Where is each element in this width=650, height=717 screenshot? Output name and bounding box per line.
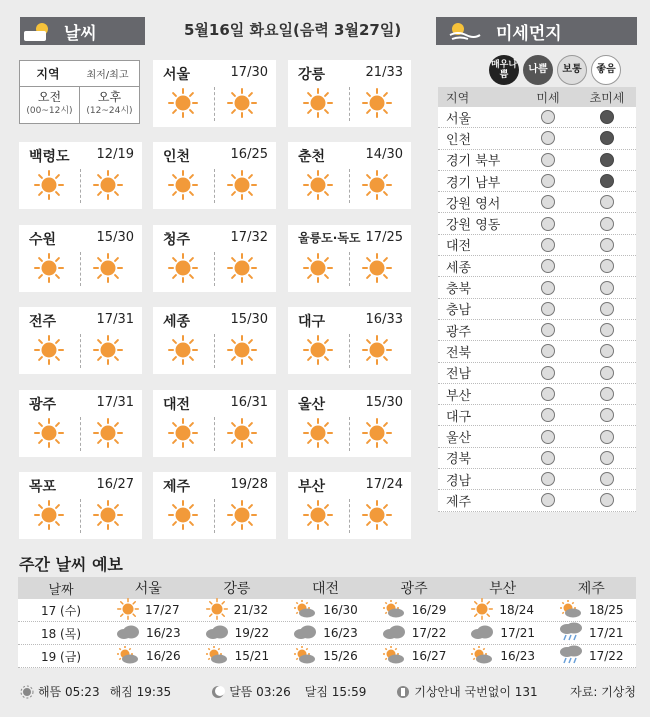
weekly-cell	[547, 622, 636, 645]
city-name: 울릉도·독도	[298, 231, 361, 245]
legend-region: 지역	[36, 67, 60, 81]
dust-region: 경남	[446, 473, 472, 489]
weekly-temp: 16/23	[323, 626, 358, 640]
sun-icon	[227, 500, 257, 530]
city-card	[19, 142, 142, 209]
legend-good: 좋음	[591, 55, 621, 85]
city-name: 대전	[163, 397, 191, 413]
dust-row	[438, 256, 636, 277]
city-card	[288, 142, 411, 209]
sun-cloud-icon	[382, 646, 406, 667]
city-name: 청주	[163, 232, 191, 248]
dust-row	[438, 107, 636, 128]
sun-cloud-icon	[293, 646, 317, 667]
dust-row	[438, 213, 636, 234]
weekly-cell	[458, 598, 547, 623]
dust-table-header: 지역 미세 초미세	[438, 87, 636, 107]
sun-icon	[303, 500, 333, 530]
city-card	[153, 472, 276, 539]
dust-row	[438, 363, 636, 384]
dust-row	[438, 426, 636, 447]
weekly-cell	[193, 598, 282, 623]
pm25-dot	[600, 493, 614, 507]
weekly-temp: 18/25	[588, 603, 624, 617]
sun-cloud-icon	[116, 646, 140, 667]
sun-icon	[227, 88, 257, 118]
dust-region: 인천	[446, 132, 472, 148]
pm25-dot	[600, 281, 614, 295]
weekly-temp: 21/32	[233, 603, 269, 617]
sun-icon	[34, 500, 64, 530]
pm25-dot	[600, 344, 614, 358]
pm25-dot	[600, 366, 614, 380]
dust-row	[438, 469, 636, 490]
weekly-cell	[281, 646, 370, 667]
pm25-dot	[600, 259, 614, 273]
sun-icon	[93, 335, 123, 365]
legend-pm: 오후 (12~24시)	[86, 90, 133, 116]
city-name: 울산	[298, 397, 326, 413]
weekly-temp: 19/22	[234, 626, 270, 640]
weather-title: 날씨	[64, 23, 97, 44]
city-temp: 21/33	[365, 65, 403, 80]
city-name: 춘천	[298, 149, 326, 165]
weekly-header: 날짜 서울 강릉 대전 광주 부산 제주	[18, 577, 636, 599]
sun-icon	[303, 88, 333, 118]
cloud-icon	[116, 624, 140, 643]
source-text: 자료: 기상청	[570, 685, 636, 699]
city-name: 강릉	[298, 67, 326, 83]
pm10-dot	[541, 153, 555, 167]
dust-row	[438, 448, 636, 469]
weekly-temp: 17/27	[145, 603, 180, 617]
pm10-dot	[541, 110, 555, 124]
pm25-dot	[600, 430, 614, 444]
moon-times: 달뜸 03:26 달짐 15:59	[211, 683, 366, 700]
sun-icon	[303, 253, 333, 283]
sun-cloud-icon	[20, 19, 56, 43]
weekly-date: 17 (수)	[40, 603, 82, 618]
dust-region: 전북	[446, 345, 472, 361]
city-temp: 19/28	[230, 477, 268, 492]
weekly-table	[18, 577, 636, 668]
pm10-dot	[541, 451, 555, 465]
city-card	[19, 472, 142, 539]
pm10-dot	[541, 472, 555, 486]
weekly-cell	[547, 600, 636, 621]
weekly-temp: 16/23	[500, 649, 535, 663]
dust-region: 경북	[446, 452, 472, 468]
dust-region: 서울	[446, 111, 472, 127]
rain-icon	[559, 645, 583, 668]
pm25-dot	[600, 195, 614, 209]
city-card	[19, 390, 142, 457]
weekly-title: 주간 날씨 예보	[19, 555, 123, 574]
dust-row	[438, 128, 636, 149]
city-card	[288, 472, 411, 539]
sun-icon	[362, 170, 392, 200]
dust-region: 제주	[446, 494, 472, 510]
sun-icon	[93, 418, 123, 448]
sun-icon	[34, 418, 64, 448]
cloud-icon	[382, 624, 406, 643]
sun-icon	[206, 598, 228, 623]
sun-icon	[117, 598, 139, 623]
city-card	[288, 225, 411, 292]
sun-icon	[227, 418, 257, 448]
weekly-cell	[104, 646, 193, 667]
sun-icon	[93, 170, 123, 200]
pm10-dot	[541, 366, 555, 380]
sun-icon	[168, 418, 198, 448]
pm10-dot	[541, 493, 555, 507]
weekly-temp: 16/23	[146, 626, 181, 640]
sun-icon	[168, 253, 198, 283]
city-temp: 17/32	[230, 230, 268, 245]
city-name: 제주	[163, 479, 191, 495]
weekly-temp: 16/29	[411, 603, 447, 617]
sun-times: 해뜸 05:23 해짐 19:35	[20, 683, 171, 700]
weekly-cell	[193, 646, 282, 667]
info-line: 기상안내 국번없이 131	[396, 683, 537, 700]
dust-header	[436, 17, 637, 45]
sun-icon	[93, 500, 123, 530]
dust-row	[438, 235, 636, 256]
dust-row	[438, 299, 636, 320]
sun-icon	[362, 88, 392, 118]
city-temp: 15/30	[365, 395, 403, 410]
city-temp: 17/31	[96, 395, 134, 410]
dust-row	[438, 320, 636, 341]
pm10-dot	[541, 323, 555, 337]
dust-region: 세종	[446, 260, 472, 276]
city-card	[19, 307, 142, 374]
city-card	[153, 142, 276, 209]
legend-am: 오전 (00~12시)	[20, 87, 80, 123]
city-temp: 17/24	[365, 477, 403, 492]
pm10-dot	[541, 302, 555, 316]
dust-region: 울산	[446, 431, 472, 447]
weekly-city: 부산	[489, 581, 517, 597]
city-card	[153, 307, 276, 374]
weekly-cell	[281, 600, 370, 621]
dust-region: 전남	[446, 367, 472, 383]
weekly-cell	[458, 624, 547, 643]
pm10-dot	[541, 195, 555, 209]
sun-icon	[34, 335, 64, 365]
city-name: 세종	[163, 314, 191, 330]
legend-normal: 보통	[557, 55, 587, 85]
city-card	[19, 225, 142, 292]
dust-row	[438, 341, 636, 362]
weekly-date: 18 (목)	[40, 626, 82, 641]
sun-icon	[227, 170, 257, 200]
dust-region: 강원 영서	[446, 196, 501, 212]
city-temp: 12/19	[96, 147, 134, 162]
city-card	[288, 60, 411, 127]
city-name: 수원	[29, 232, 57, 248]
legend-bad: 나쁨	[523, 55, 553, 85]
pm10-dot	[541, 259, 555, 273]
dust-region: 대구	[446, 409, 472, 425]
sun-icon	[34, 170, 64, 200]
sun-icon	[303, 335, 333, 365]
weekly-cell	[370, 624, 459, 643]
weekly-temp: 15/26	[323, 649, 358, 663]
sun-cloud-icon	[382, 600, 406, 621]
dust-region: 충북	[446, 282, 472, 298]
weekly-row	[18, 645, 636, 668]
weekly-city: 서울	[134, 581, 162, 597]
weather-header	[20, 17, 145, 45]
weekly-city: 제주	[577, 581, 605, 597]
pm10-dot	[541, 174, 555, 188]
city-temp: 16/27	[96, 477, 134, 492]
weekly-date: 19 (금)	[40, 649, 82, 664]
sun-icon	[168, 88, 198, 118]
dust-region: 강원 영동	[446, 218, 501, 234]
cloud-icon	[293, 624, 317, 643]
pm25-dot	[600, 451, 614, 465]
sun-cloud-icon	[470, 646, 494, 667]
weekly-row	[18, 599, 636, 622]
dust-icon	[446, 19, 482, 43]
pm25-dot	[600, 472, 614, 486]
pm10-dot	[541, 387, 555, 401]
weekly-city: 강릉	[223, 581, 251, 597]
weekly-temp: 17/21	[588, 626, 624, 640]
pm25-dot	[600, 131, 614, 145]
city-temp: 14/30	[365, 147, 403, 162]
sun-icon	[168, 170, 198, 200]
city-name: 부산	[298, 479, 326, 495]
pm10-dot	[541, 344, 555, 358]
dust-row	[438, 150, 636, 171]
dust-row	[438, 405, 636, 426]
sun-icon	[362, 335, 392, 365]
sun-small-icon	[20, 685, 34, 699]
sun-icon	[303, 418, 333, 448]
dust-table	[438, 87, 636, 512]
dust-row	[438, 192, 636, 213]
city-temp: 16/31	[230, 395, 268, 410]
sun-icon	[168, 335, 198, 365]
city-card	[288, 307, 411, 374]
dust-row	[438, 171, 636, 192]
sun-icon	[168, 500, 198, 530]
weekly-cell	[104, 624, 193, 643]
legend-minmax: 최저/최고	[86, 70, 129, 81]
sun-icon	[362, 418, 392, 448]
weekly-city: 대전	[311, 581, 340, 597]
footer	[20, 683, 636, 700]
dust-row	[438, 384, 636, 405]
weekly-cell	[193, 624, 282, 643]
legend-very-bad: 매우나쁨	[489, 55, 519, 85]
sun-icon	[362, 253, 392, 283]
city-temp: 17/25	[365, 230, 403, 245]
city-name: 대구	[298, 314, 326, 330]
pm25-dot	[600, 387, 614, 401]
sun-icon	[93, 253, 123, 283]
pm10-dot	[541, 430, 555, 444]
city-card	[153, 390, 276, 457]
dust-region: 경기 북부	[446, 154, 501, 170]
city-card	[153, 225, 276, 292]
pm10-dot	[541, 131, 555, 145]
pm25-dot	[600, 408, 614, 422]
city-name: 목포	[29, 479, 57, 495]
city-name: 백령도	[29, 149, 70, 165]
city-temp: 16/33	[365, 312, 403, 327]
weekly-temp: 16/27	[411, 649, 447, 663]
sun-icon	[362, 500, 392, 530]
pm25-dot	[600, 174, 614, 188]
pm10-dot	[541, 408, 555, 422]
pm10-dot	[541, 217, 555, 231]
weekly-temp: 17/21	[500, 626, 535, 640]
dust-region: 대전	[446, 239, 472, 255]
pm25-dot	[600, 238, 614, 252]
city-name: 인천	[163, 149, 191, 165]
sun-cloud-icon	[559, 600, 583, 621]
weekly-temp: 16/30	[323, 603, 358, 617]
sun-cloud-icon	[205, 646, 229, 667]
rain-icon	[559, 622, 583, 645]
city-temp: 15/30	[96, 230, 134, 245]
pm10-dot	[541, 281, 555, 295]
date-text: 5월16일 화요일(음력 3월27일)	[184, 21, 402, 39]
pm25-dot	[600, 302, 614, 316]
dust-legend	[489, 55, 621, 85]
pm25-dot	[600, 217, 614, 231]
weekly-cell	[547, 645, 636, 668]
sun-icon	[303, 170, 333, 200]
city-name: 광주	[29, 397, 57, 413]
weekly-temp: 15/21	[234, 649, 270, 663]
weekly-cell	[370, 600, 459, 621]
city-temp: 17/31	[96, 312, 134, 327]
dust-region: 광주	[446, 324, 472, 340]
city-name: 서울	[163, 67, 191, 83]
weekly-temp: 16/26	[146, 649, 181, 663]
weekly-cell	[458, 646, 547, 667]
city-temp: 15/30	[230, 312, 268, 327]
cloud-icon	[205, 624, 229, 643]
dust-row	[438, 490, 636, 511]
weekly-temp: 17/22	[588, 649, 624, 663]
city-card	[153, 60, 276, 127]
pm10-dot	[541, 238, 555, 252]
city-temp: 17/30	[230, 65, 268, 80]
city-temp: 16/25	[230, 147, 268, 162]
dust-row	[438, 277, 636, 298]
city-name: 전주	[29, 314, 57, 330]
pm25-dot	[600, 153, 614, 167]
weekly-temp: 17/22	[411, 626, 447, 640]
weekly-cell	[281, 624, 370, 643]
cloud-icon	[470, 624, 494, 643]
dust-region: 충남	[446, 303, 472, 319]
weekly-city: 광주	[400, 581, 428, 597]
sun-cloud-icon	[293, 600, 317, 621]
pm25-dot	[600, 323, 614, 337]
weather-legend	[19, 60, 140, 124]
pm25-dot	[600, 110, 614, 124]
weekly-cell	[104, 598, 193, 623]
dust-title: 미세먼지	[496, 23, 562, 44]
sun-icon	[227, 253, 257, 283]
dust-region: 부산	[446, 388, 472, 404]
weekly-cell	[370, 646, 459, 667]
sun-icon	[227, 335, 257, 365]
dust-region: 경기 남부	[446, 175, 501, 191]
sun-icon	[471, 598, 493, 623]
phone-icon	[396, 685, 410, 699]
moon-icon	[211, 685, 225, 699]
sun-icon	[34, 253, 64, 283]
weekly-row	[18, 622, 636, 645]
city-card	[288, 390, 411, 457]
weekly-temp: 18/24	[499, 603, 534, 617]
